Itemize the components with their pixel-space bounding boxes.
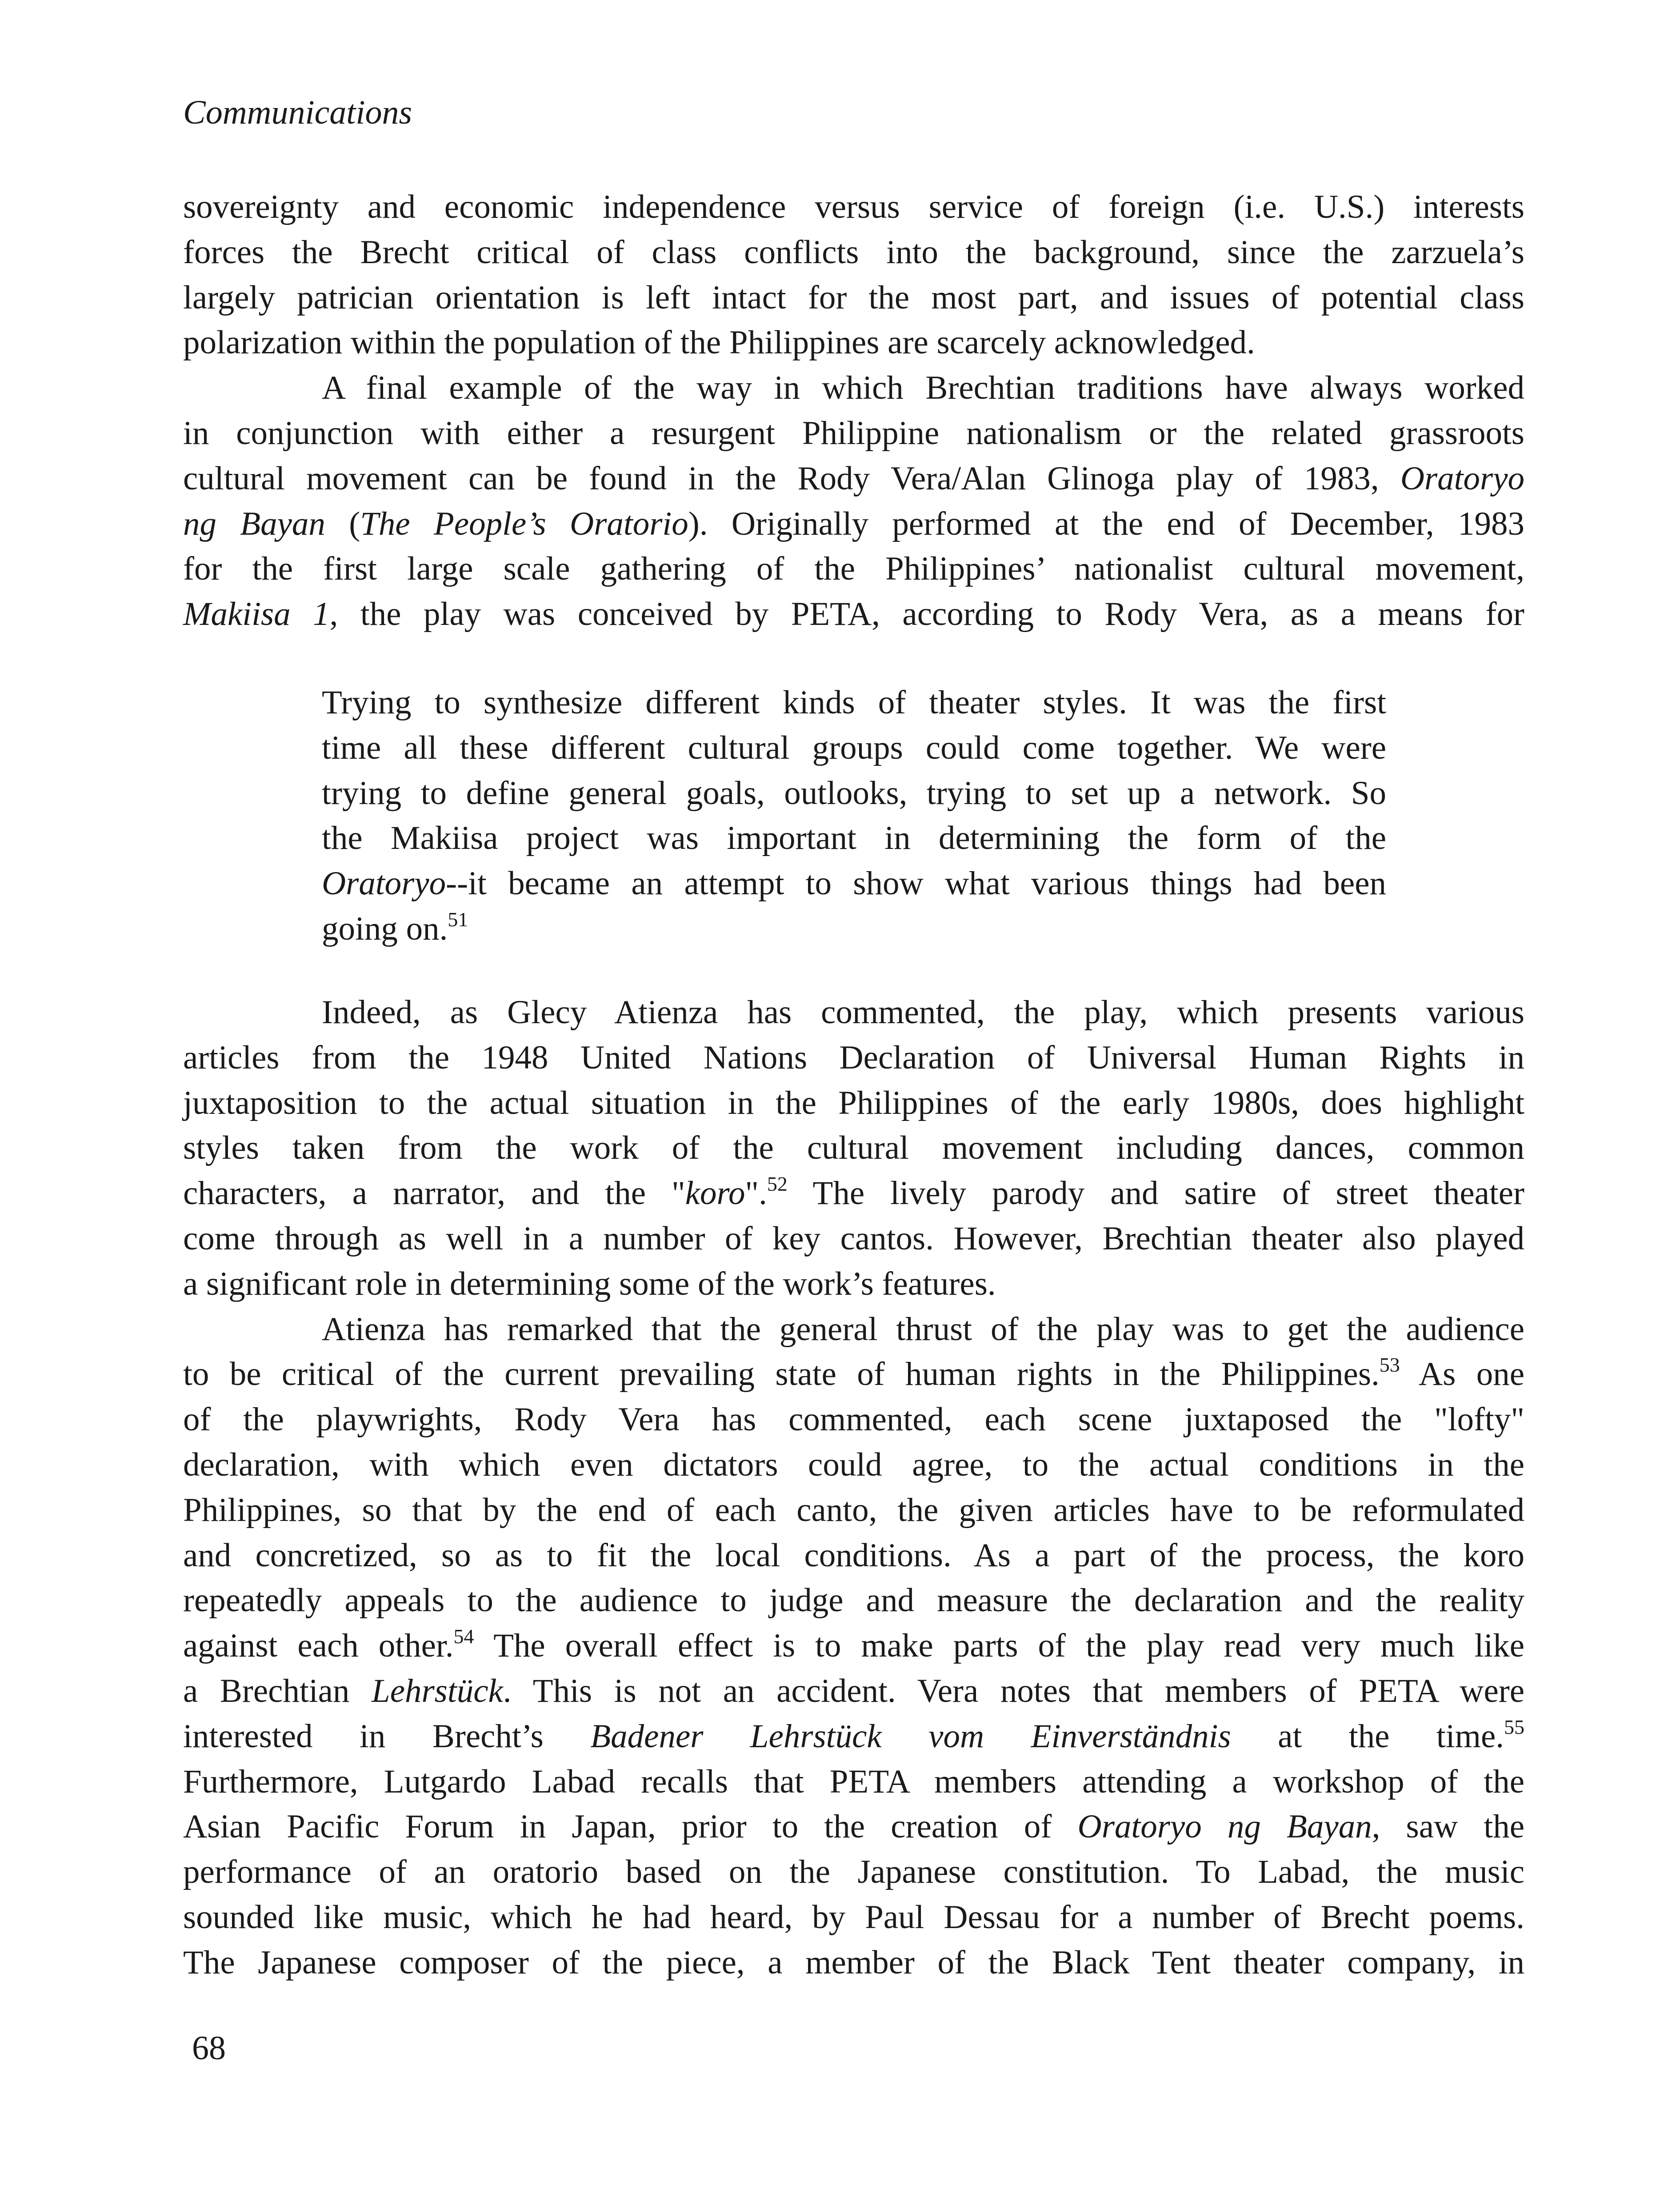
play-title: Oratoryo [322, 865, 446, 902]
text-run: ". [745, 1175, 767, 1212]
quote-line-6 [322, 906, 1386, 952]
body-text-lower [183, 990, 1524, 1985]
paragraph-4-line-4: declaration, with which even dictators could agree, to the actual conditions in the [183, 1446, 1524, 1483]
paragraph-1-line-2: forces the Brecht critical of class conflicts into the background, since the zarzuela’s [183, 233, 1524, 271]
term-lehrstuck: Lehrstück [372, 1672, 503, 1709]
quote-line-1: Trying to synthesize different kinds of theater styles. It was the first [322, 684, 1386, 721]
paragraph-1-line-3: largely patrician orientation is left intact for the most part, and issues of potential class [183, 279, 1524, 316]
play-title: ng Bayan [183, 505, 325, 542]
text-run: As one [1400, 1356, 1525, 1393]
paragraph-4-line-13: performance of an oratorio based on the Japanese constitution. To Labad, the music [183, 1853, 1524, 1891]
paragraph-3-line-3: juxtaposition to the actual situation in the Philippines of the early 1980s, does highlight [183, 1084, 1524, 1121]
quote-line-3: trying to define general goals, outlooks, trying to set up a network. So [322, 774, 1386, 812]
text-run: at the time. [1231, 1717, 1504, 1755]
translated-title: The People’s Oratorio [360, 505, 688, 542]
footnote-marker: 52 [767, 1173, 788, 1196]
paragraph-2-line-6 [183, 592, 1524, 637]
text-run: Asian Pacific Forum in Japan, prior to the creation of [183, 1808, 1078, 1845]
text-run: characters, a narrator, and the " [183, 1175, 685, 1212]
term-koro: koro [685, 1175, 745, 1212]
paragraph-4-line-5: Philippines, so that by the end of each canto, the given articles have to be reformulated [183, 1491, 1524, 1529]
body-text-upper [183, 184, 1524, 637]
text-run: to be critical of the current prevailing state of human rights in the Philippines. [183, 1356, 1380, 1393]
paragraph-4-line-10 [183, 1714, 1524, 1759]
text-run: The overall effect is to make parts of the play read very much like [474, 1627, 1524, 1665]
paragraph-4-line-9 [183, 1669, 1524, 1714]
paragraph-3-line-6: come through as well in a number of key cantos. However, Brechtian theater also played [183, 1220, 1524, 1257]
quote-line-4: the Makiisa project was important in determining the form of the [322, 820, 1386, 857]
page-number: 68 [192, 2029, 226, 2067]
text-run: ). Originally performed at the end of December, 1983 [688, 505, 1524, 542]
paragraph-4-line-11: Furthermore, Lutgardo Labad recalls that PETA members attending a workshop of the [183, 1763, 1524, 1800]
footnote-marker: 51 [448, 908, 468, 931]
paragraph-1-line-1: sovereignty and economic independence versus service of foreign (i.e. U.S.) interests [183, 188, 1524, 225]
text-run: a Brechtian [183, 1672, 372, 1709]
block-quote [322, 680, 1386, 952]
play-title: Oratoryo ng Bayan [1077, 1808, 1372, 1845]
footnote-marker: 54 [453, 1625, 474, 1648]
text-run: The lively parody and satire of street theater [787, 1175, 1525, 1212]
footnote-marker: 53 [1379, 1353, 1400, 1377]
paragraph-4-line-1: Atienza has remarked that the general thrust of the play was to get the audience [322, 1310, 1524, 1348]
paragraph-4-line-2 [183, 1352, 1524, 1397]
paragraph-3-line-2: articles from the 1948 United Nations Declaration of Universal Human Rights in [183, 1039, 1524, 1076]
paragraph-4-line-7: repeatedly appeals to the audience to judge and measure the declaration and the reality [183, 1582, 1524, 1619]
play-title: Oratoryo [1400, 460, 1524, 497]
paragraph-3-line-1: Indeed, as Glecy Atienza has commented, the play, which presents various [322, 994, 1524, 1031]
paragraph-2-line-3 [183, 456, 1524, 501]
text-run: --it became an attempt to show what various things had been [446, 865, 1386, 902]
paragraph-4-line-12 [183, 1804, 1524, 1849]
paragraph-4-line-6: and concretized, so as to fit the local conditions. As a part of the process, the koro [183, 1537, 1524, 1574]
paragraph-3-line-4: styles taken from the work of the cultural movement including dances, common [183, 1129, 1524, 1167]
quote-line-2: time all these different cultural groups could come together. We were [322, 729, 1386, 766]
text-run: , the play was conceived by PETA, according to Rody Vera, as a means for [329, 596, 1524, 633]
paragraph-1-line-4: polarization within the population of the Philippines are scarcely acknowledged. [183, 324, 1255, 361]
paragraph-2-line-1: A final example of the way in which Brechtian traditions have always worked [322, 369, 1524, 407]
paragraph-3-line-7: a significant role in determining some of the work’s features. [183, 1265, 996, 1302]
text-run: . This is not an accident. Vera notes that members of PETA were [503, 1672, 1524, 1709]
footnote-marker: 55 [1504, 1715, 1524, 1738]
paragraph-4-line-8 [183, 1623, 1524, 1669]
text-run: interested in Brecht’s [183, 1717, 591, 1755]
paragraph-3-line-5 [183, 1171, 1524, 1216]
text-run: , saw the [1372, 1808, 1524, 1845]
paragraph-4-line-3: of the playwrights, Rody Vera has commented, each scene juxtaposed the "lofty" [183, 1401, 1524, 1438]
text-run: going on. [322, 910, 448, 947]
text-run: cultural movement can be found in the Rody Vera/Alan Glinoga play of 1983, [183, 460, 1379, 497]
paragraph-2-line-5: for the first large scale gathering of the Philippines’ nationalist cultural movement, [183, 550, 1524, 588]
paragraph-4-line-15: The Japanese composer of the piece, a member of the Black Tent theater company, in [183, 1944, 1524, 1981]
paragraph-2-line-2: in conjunction with either a resurgent Philippine nationalism or the related grassroots [183, 414, 1524, 452]
work-title: Badener Lehrstück vom Einverständnis [590, 1717, 1231, 1755]
paragraph-4-line-14: sounded like music, which he had heard, by Paul Dessau for a number of Brecht poems. [183, 1898, 1524, 1936]
event-title: Makiisa 1 [183, 596, 330, 633]
paragraph-2-line-4 [183, 501, 1524, 547]
quote-line-5 [322, 861, 1386, 906]
text-run: against each other. [183, 1627, 454, 1665]
text-run: ( [325, 505, 360, 542]
running-head: Communications [183, 94, 412, 131]
